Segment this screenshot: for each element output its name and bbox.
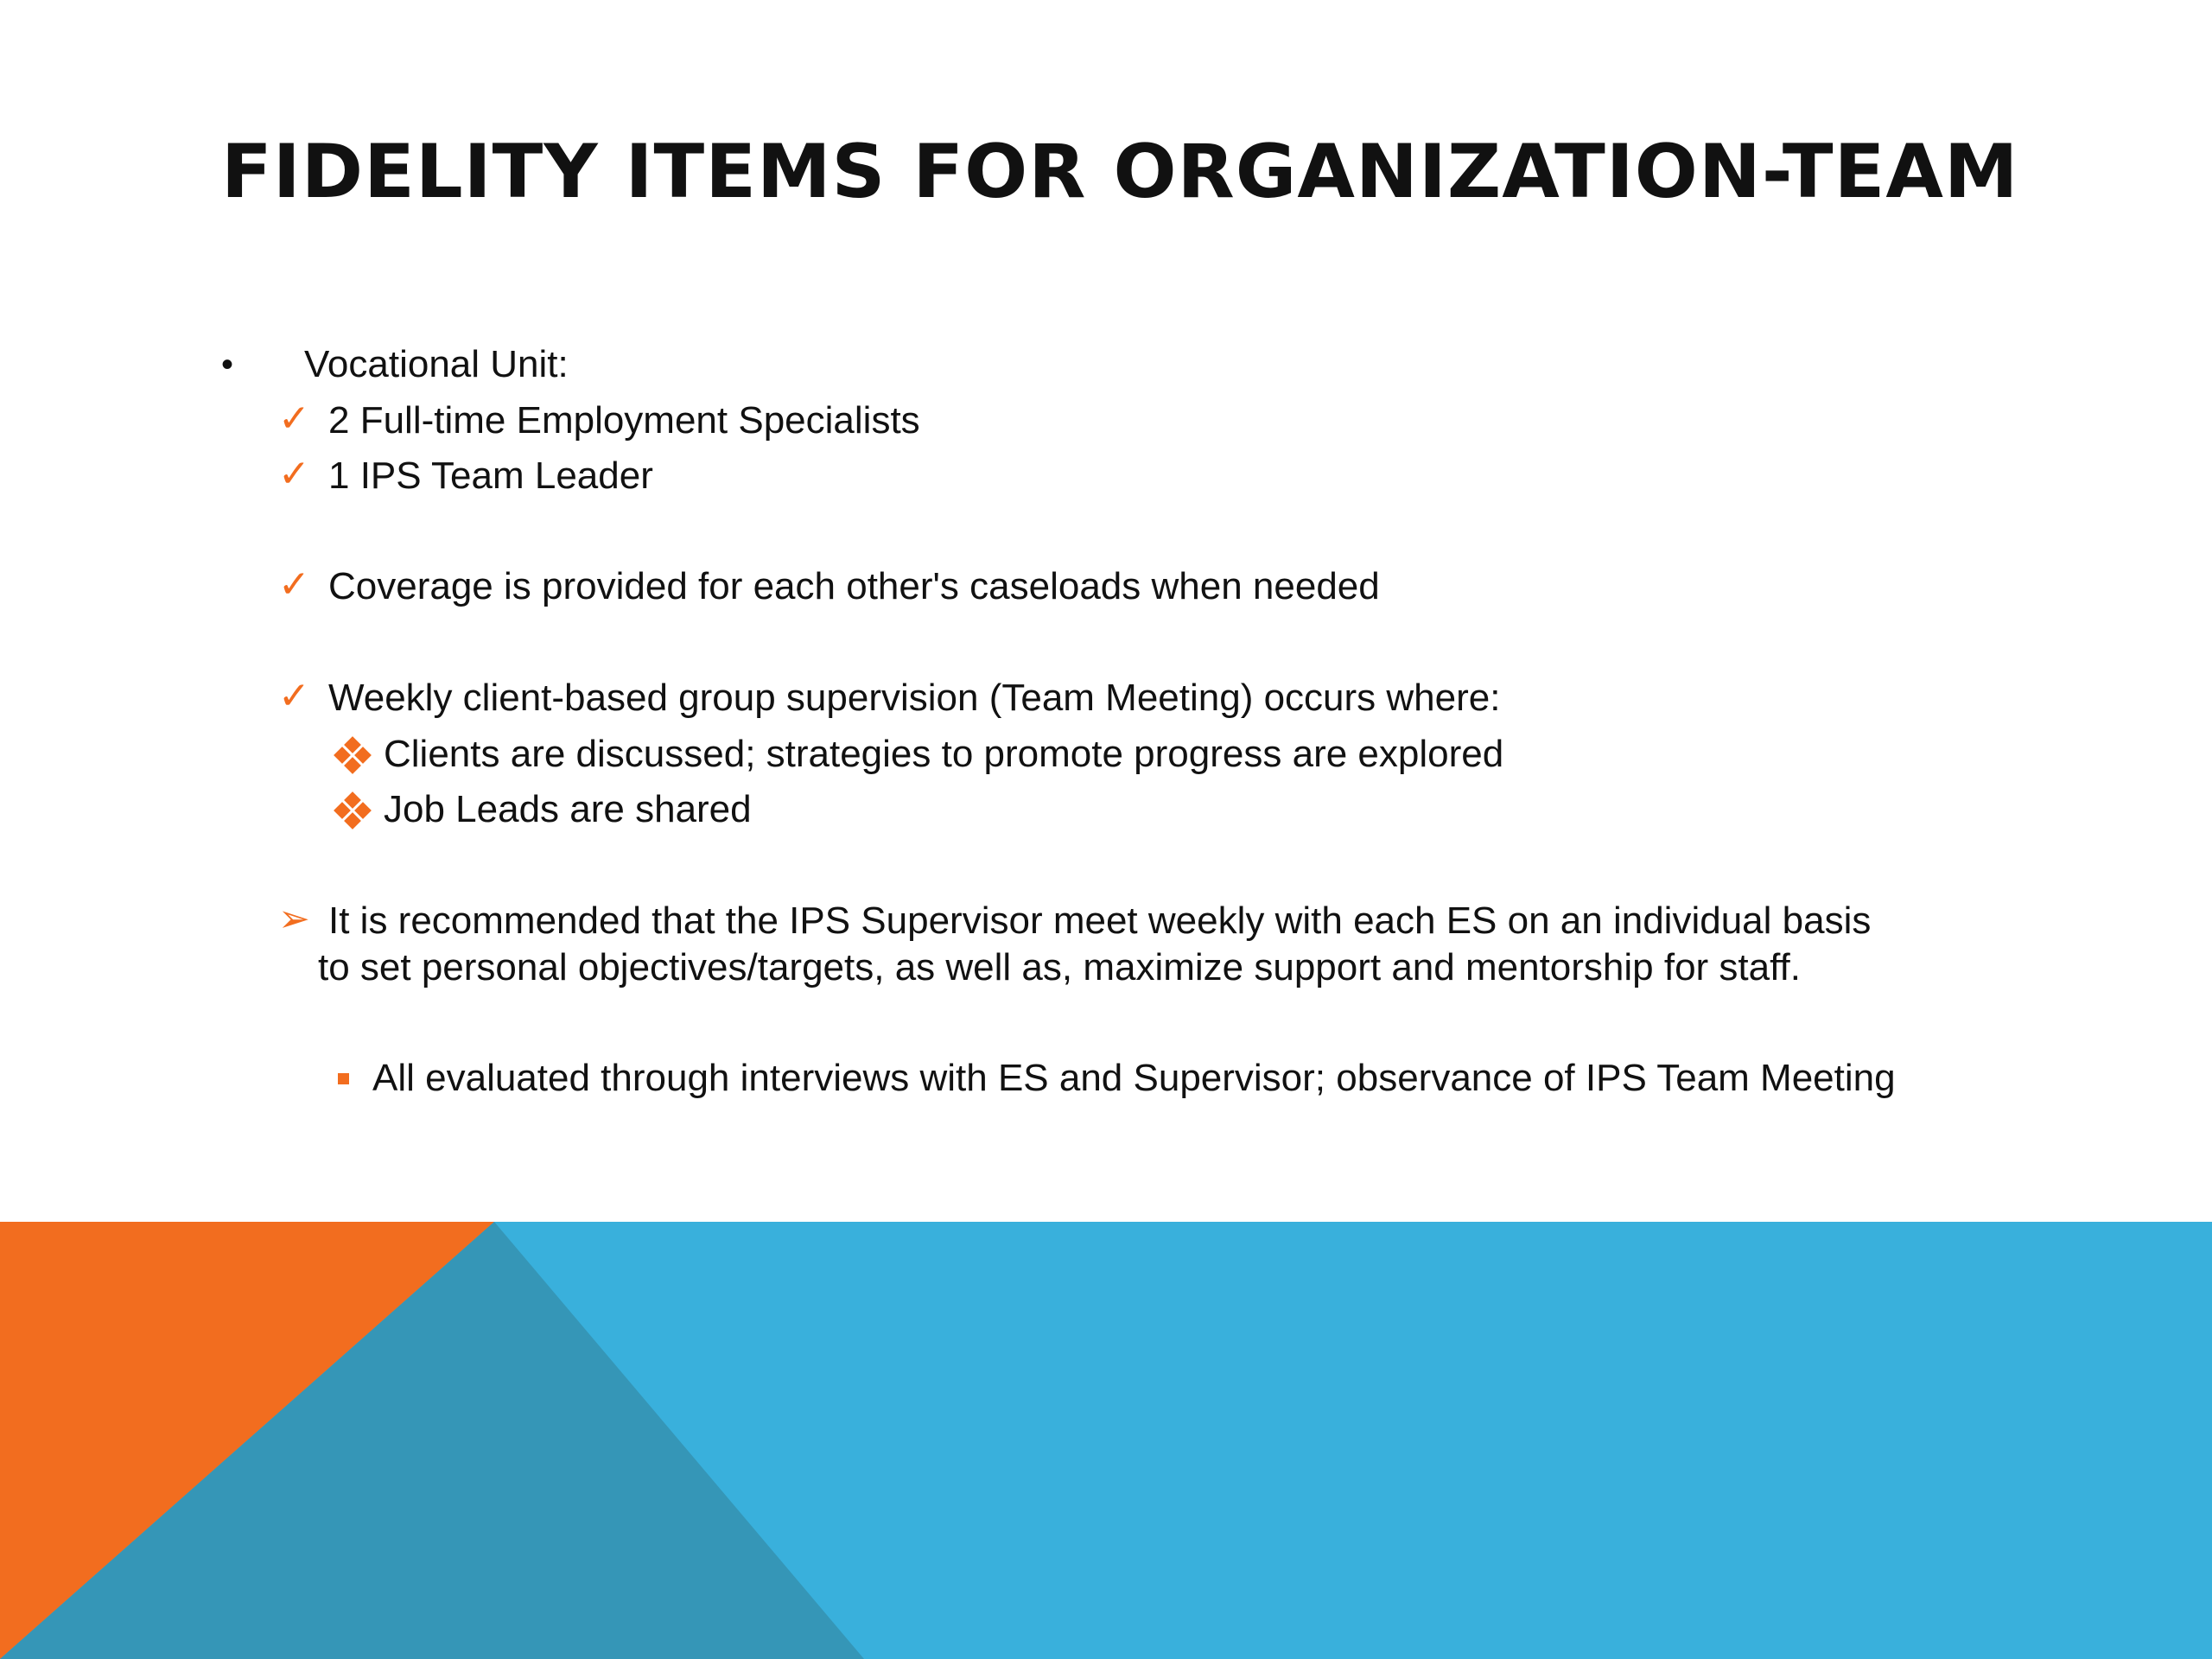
check-item-weekly-supervision: Weekly client-based group supervision (Team Meeting) occurs where: — [328, 677, 1501, 719]
footer-decoration — [0, 1222, 2212, 1659]
evaluation-note: All evaluated through interviews with ES and Supervisor; observance of IPS Team Meeting — [372, 1057, 1896, 1099]
check-item-coverage: Coverage is provided for each other's caseloads when needed — [328, 565, 1380, 607]
check-item-team-leader: 1 IPS Team Leader — [328, 454, 653, 497]
recommendation-line-1: It is recommended that the IPS Supervisor meet weekly with each ES on an individual basis — [328, 899, 1872, 942]
checkmark-icon: ✓ — [278, 397, 310, 440]
diamond-bullet-icon — [335, 738, 370, 772]
checkmark-icon: ✓ — [278, 563, 310, 606]
diamond-bullet-icon — [335, 793, 370, 828]
square-bullet-icon — [338, 1073, 349, 1084]
main-bullet-vocational-unit: Vocational Unit: — [304, 343, 569, 385]
checkmark-icon: ✓ — [278, 453, 310, 495]
check-item-employment-specialists: 2 Full-time Employment Specialists — [328, 399, 920, 442]
recommendation-line-2: to set personal objectives/targets, as well as, maximize support and mentorship for staff. — [318, 946, 1801, 988]
checkmark-icon: ✓ — [278, 675, 310, 717]
slide-title: FIDELITY ITEMS FOR ORGANIZATION-TEAM — [221, 129, 2019, 215]
sub-bullet-job-leads: Job Leads are shared — [384, 788, 752, 830]
bullet-dot-icon: • — [221, 346, 234, 384]
arrow-bullet-icon: ➢ — [278, 898, 310, 940]
sub-bullet-clients-discussed: Clients are discussed; strategies to promote progress are explored — [384, 733, 1504, 775]
